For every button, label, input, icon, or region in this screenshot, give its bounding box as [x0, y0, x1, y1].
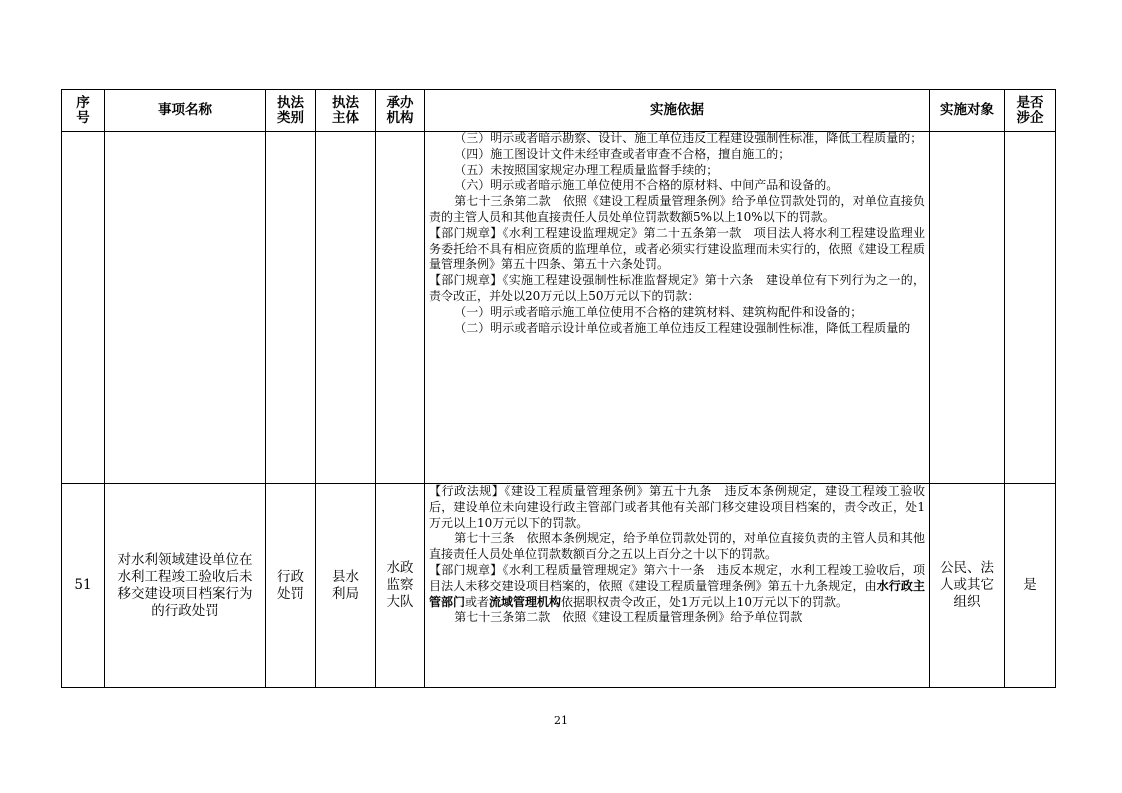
- row-51-item-name: 对水利领域建设单位在水利工程竣工验收后未移交建设项目档案行为的行政处罚: [117, 551, 253, 619]
- basis-paragraph: 【部门规章】《实施工程建设强制性标准监督规定》第十六条 建设单位有下列行为之一的，责令改正，并处以20万元以上50万元以下的罚款：: [429, 273, 925, 303]
- row-51-involves-enterprise: 是: [1023, 577, 1037, 593]
- basis-text: 依据职权责令改正，处1万元以上10万元以下的罚款。: [561, 594, 848, 609]
- basis-text: 【部门规章】《水利工程质量管理规定》第六十一条 违反本规定，水利工程竣工验收后，项目法人未移交建设项目档案的，依照《建设工程质量管理条例》第五十九条规定，由: [429, 562, 925, 593]
- header-seq: 序号: [76, 94, 90, 126]
- basis-paragraph: 第七十三条 依照本条例规定，给予单位罚款处罚的，对单位直接负责的主管人员和其他直接责任人员处单位罚款数额百分之五以上百分之十以下的罚款。: [429, 531, 925, 562]
- row-51-basis: [429, 484, 925, 626]
- enforcement-table: [61, 89, 1056, 688]
- row-51-target: 公民、法人或其它组织: [940, 560, 994, 610]
- column-divider: [424, 90, 425, 687]
- header-undertaking-org: 承办机构: [386, 94, 414, 126]
- basis-paragraph: （二）明示或者暗示设计单位或者施工单位违反工程建设强制性标准，降低工程质量的: [454, 320, 911, 335]
- basis-paragraph: 【行政法规】《建设工程质量管理条例》第五十九条 违反本条例规定，建设工程竣工验收后，建设单位未向建设行政主管部门或者其他有关部门移交建设项目档案的，责令改正，处1万元以上10万元以下的罚款。: [429, 484, 925, 530]
- basis-paragraph: 【部门规章】《水利工程建设监理规定》第二十五条第一款 项目法人将水利工程建设监理业务委托给不具有相应资质的监理单位，或者必须实行建设监理而未实行的，依照《建设工程质量管理条例》第五十四条、第五十六条处罚。: [429, 225, 925, 272]
- header-item-name: 事项名称: [158, 102, 212, 118]
- continued-row-basis: [429, 131, 925, 336]
- basis-text: 或者: [465, 594, 490, 609]
- header-basis: 实施依据: [650, 102, 704, 118]
- page-number: 21: [554, 714, 568, 727]
- row-51-undertaking-org: 水政监察大队: [386, 560, 414, 610]
- row-51-enforcement-type: 行政处罚: [277, 568, 304, 602]
- basis-paragraph: （三）明示或者暗示勘察、设计、施工单位违反工程建设强制性标准，降低工程质量的；: [454, 131, 923, 145]
- header-enforcement-type: 执法类别: [277, 94, 304, 126]
- basis-paragraph: 第七十三条第二款 依照《建设工程质量管理条例》给予单位罚款处罚的，对单位直接负责的主管人员和其他直接责任人员处单位罚款数额5%以上10%以下的罚款。: [429, 194, 925, 224]
- basis-emphasis: 流域管理机构: [489, 594, 562, 609]
- basis-paragraph: （五）未按照国家规定办理工程质量监督手续的；: [454, 162, 719, 177]
- basis-paragraph: （四）施工图设计文件未经审查或者审查不合格，擅自施工的；: [454, 146, 791, 161]
- basis-paragraph: （一）明示或者暗示施工单位使用不合格的建筑材料、建筑构配件和设备的；: [454, 304, 863, 319]
- basis-paragraph: （六）明示或者暗示施工单位使用不合格的原材料、中间产品和设备的。: [454, 178, 839, 193]
- header-involves-enterprise: 是否涉企: [1016, 94, 1044, 126]
- header-target: 实施对象: [940, 102, 994, 118]
- header-enforcement-subject: 执法主体: [332, 94, 359, 126]
- basis-paragraph: 第七十三条第二款 依照《建设工程质量管理条例》给予单位罚款: [454, 610, 803, 625]
- basis-paragraph: [429, 563, 925, 610]
- row-51-seq: 51: [74, 577, 92, 593]
- row-51-enforcement-subject: 县水利局: [332, 568, 359, 602]
- basis-emphasis: 水行政主管部门: [429, 578, 925, 609]
